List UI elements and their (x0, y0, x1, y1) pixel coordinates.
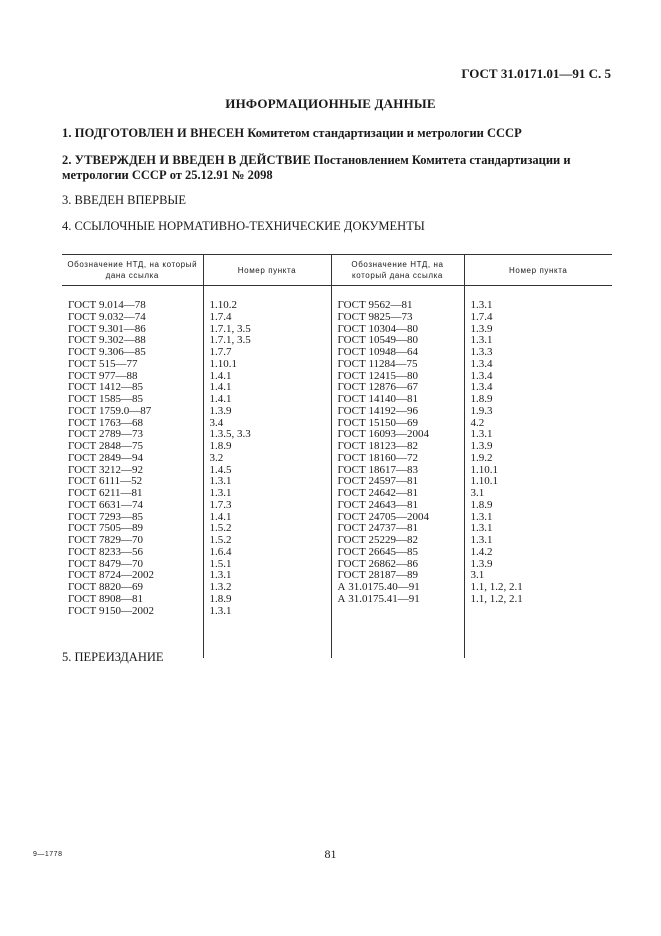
table-cell-item: 1.8.9 (209, 592, 232, 605)
table-cell-doc: ГОСТ 8479—70 (68, 557, 143, 570)
table-cell-doc: ГОСТ 1585—85 (68, 393, 143, 405)
right-item-column (464, 286, 612, 659)
document-reference: ГОСТ 31.0171.01—91 С. 5 (461, 66, 611, 81)
right-doc-column (331, 286, 464, 659)
table-cell-item: 1.3.1 (470, 299, 493, 311)
table-cell-doc: ГОСТ 7505—89 (68, 522, 143, 535)
table-cell-doc: ГОСТ 6631—74 (68, 498, 143, 511)
table-cell-doc: ГОСТ 24705—2004 (337, 510, 429, 523)
table-cell-doc: ГОСТ 1759.0—87 (68, 404, 152, 417)
table-cell-doc: ГОСТ 1412—85 (68, 381, 143, 394)
table-cell-item: 1.8.9 (470, 498, 493, 511)
table-cell-doc: ГОСТ 9825—73 (337, 310, 413, 323)
table-cell-doc: ГОСТ 6211—81 (68, 487, 143, 499)
section-5: 5. ПЕРЕИЗДАНИЕ (62, 650, 164, 664)
table-cell-doc: ГОСТ 11284—75 (337, 357, 418, 370)
section-4: 4. ССЫЛОЧНЫЕ НОРМАТИВНО-ТЕХНИЧЕСКИЕ ДОКУМЕНТЫ (62, 219, 425, 233)
table-cell-doc: ГОСТ 7293—85 (68, 510, 143, 523)
section-1-text: Комитетом стандартизации и метрологии СССР (247, 126, 522, 140)
table-cell-item: 1.3.2 (209, 581, 232, 593)
page-number: 81 (324, 847, 337, 861)
table-cell-item: 1.7.4 (470, 310, 493, 323)
table-cell-doc: ГОСТ 28187—89 (337, 569, 418, 582)
table-cell-item: 3.4 (209, 416, 224, 429)
table-cell-item: 4.2 (470, 416, 485, 429)
table-cell-doc: ГОСТ 977—88 (68, 369, 138, 382)
section-3: 3. ВВЕДЕН ВПЕРВЫЕ (62, 193, 186, 207)
table-cell-item: 1.3.3 (470, 346, 493, 358)
table-cell-item: 3.1 (470, 487, 485, 499)
table-cell-doc: ГОСТ 18617—83 (337, 463, 418, 476)
table-cell-item: 1.5.2 (209, 522, 232, 535)
header-doc-designation-right: Обозначение НТД, на который дана ссылка (331, 255, 464, 286)
table-cell-item: 1.3.1 (209, 569, 232, 582)
header-doc-designation-left: Обозначение НТД, на который дана ссылка (62, 255, 203, 286)
table-cell-item: 1.7.7 (209, 346, 232, 358)
table-cell-doc: ГОСТ 12415—80 (337, 369, 418, 382)
table-cell-item: 1.5.1 (209, 557, 232, 570)
table-cell-item: 1.9.2 (470, 451, 493, 464)
table-cell-doc: ГОСТ 9.014—78 (68, 299, 146, 311)
table-cell-doc: ГОСТ 9562—81 (337, 299, 413, 311)
table-cell-doc: ГОСТ 14140—81 (337, 393, 418, 405)
section-1-lead: 1. ПОДГОТОВЛЕН И ВНЕСЕН (62, 126, 245, 140)
table-cell-doc: ГОСТ 515—77 (68, 357, 138, 370)
table-cell-item: 1.3.4 (470, 357, 493, 370)
table-cell-doc: ГОСТ 24597—81 (337, 475, 418, 488)
table-cell-doc: ГОСТ 14192—96 (337, 404, 418, 417)
table-cell-item: 1.3.4 (470, 381, 493, 394)
table-cell-item: 1.7.1, 3.5 (209, 322, 251, 335)
header-item-number-left: Номер пункта (203, 255, 331, 286)
table-cell-doc: А 31.0175.40—91 (337, 581, 420, 593)
table-cell-doc: ГОСТ 3212—92 (68, 463, 143, 476)
table-cell-doc: ГОСТ 8233—56 (68, 545, 143, 558)
table-cell-item: 1.4.2 (470, 545, 493, 558)
table-cell-doc: А 31.0175.41—91 (337, 592, 420, 605)
print-mark: 9—1778 (33, 851, 63, 858)
table-cell-doc: ГОСТ 24643—81 (337, 498, 418, 511)
table-cell-item: 1.1, 1.2, 2.1 (470, 592, 523, 605)
table-cell-doc: ГОСТ 25229—82 (337, 534, 418, 546)
table-cell-doc: ГОСТ 2789—73 (68, 428, 143, 441)
table-cell-item: 1.3.1 (470, 522, 493, 535)
table-cell-doc: ГОСТ 18160—72 (337, 451, 418, 464)
table-cell-item: 1.3.1 (209, 604, 232, 617)
table-cell-item: 1.3.1 (209, 487, 232, 499)
table-cell-item: 1.3.1 (470, 334, 493, 347)
table-cell-doc: ГОСТ 9.301—86 (68, 322, 146, 335)
table-cell-doc: ГОСТ 10549—80 (337, 334, 418, 347)
table-cell-item: 3.2 (209, 451, 224, 464)
section-1 (62, 126, 612, 141)
table-cell-item: 1.4.1 (209, 510, 232, 523)
table-cell-item: 1.4.1 (209, 369, 232, 382)
table-cell-doc: ГОСТ 10948—64 (337, 346, 418, 358)
section-2-lead: 2. УТВЕРЖДЕН И ВВЕДЕН В ДЕЙСТВИЕ (62, 153, 311, 167)
table-cell-item: 1.10.2 (209, 299, 237, 311)
table-cell-doc: ГОСТ 9.302—88 (68, 334, 146, 347)
table-cell-item: 1.10.1 (470, 463, 498, 476)
table-cell-item: 1.8.9 (470, 393, 493, 405)
table-cell-item: 1.3.1 (209, 475, 232, 488)
section-2 (62, 153, 612, 183)
table-cell-doc: ГОСТ 26862—86 (337, 557, 418, 570)
table-cell-item: 1.3.1 (470, 534, 493, 546)
table-cell-doc: ГОСТ 9.032—74 (68, 310, 146, 323)
table-cell-doc: ГОСТ 9150—2002 (68, 604, 154, 617)
page-title: ИНФОРМАЦИОННЫЕ ДАННЫЕ (225, 96, 436, 111)
table-cell-item: 1.10.1 (470, 475, 498, 488)
table-cell-doc: ГОСТ 24642—81 (337, 487, 418, 499)
table-cell-item: 1.5.2 (209, 534, 232, 546)
header-item-number-right: Номер пункта (464, 255, 612, 286)
table-cell-doc: ГОСТ 10304—80 (337, 322, 418, 335)
table-cell-doc: ГОСТ 6111—52 (68, 475, 143, 488)
table-cell-doc: ГОСТ 15150—69 (337, 416, 418, 429)
table-cell-item: 1.3.1 (470, 428, 493, 441)
table-cell-doc: ГОСТ 26645—85 (337, 545, 418, 558)
table-cell-item: 1.3.9 (209, 404, 232, 417)
table-cell-item: 1.3.9 (470, 322, 493, 335)
table-cell-doc: ГОСТ 1763—68 (68, 416, 143, 429)
table-cell-item: 1.7.1, 3.5 (209, 334, 251, 347)
section-2-text: Постановлением Комитета стандартизации и метрологии СССР от 25.12.91 № 2098 (62, 153, 571, 182)
table-cell-item: 1.9.3 (470, 404, 493, 417)
table-cell-doc: ГОСТ 18123—82 (337, 440, 418, 452)
table-cell-item: 3.1 (470, 569, 485, 582)
table-cell-doc: ГОСТ 8820—69 (68, 581, 143, 593)
table-cell-doc: ГОСТ 24737—81 (337, 522, 418, 535)
table-cell-item: 1.8.9 (209, 440, 232, 452)
table-cell-item: 1.6.4 (209, 545, 232, 558)
table-cell-item: 1.1, 1.2, 2.1 (470, 581, 523, 593)
table-cell-doc: ГОСТ 8724—2002 (68, 569, 154, 582)
table-cell-item: 1.3.9 (470, 440, 493, 452)
table-cell-item: 1.3.5, 3.3 (209, 428, 251, 441)
table-cell-doc: ГОСТ 9.306—85 (68, 346, 146, 358)
table-cell-item: 1.4.1 (209, 381, 232, 394)
table-cell-item: 1.4.5 (209, 463, 232, 476)
table-cell-item: 1.7.4 (209, 310, 232, 323)
table-cell-doc: ГОСТ 7829—70 (68, 534, 143, 546)
table-cell-item: 1.10.1 (209, 357, 237, 370)
table-cell-doc: ГОСТ 12876—67 (337, 381, 418, 394)
table-cell-item: 1.4.1 (209, 393, 232, 405)
table-cell-doc: ГОСТ 8908—81 (68, 592, 143, 605)
table-cell-doc: ГОСТ 2848—75 (68, 440, 143, 452)
references-table (62, 254, 612, 658)
table-cell-doc: ГОСТ 2849—94 (68, 451, 143, 464)
table-cell-doc: ГОСТ 16093—2004 (337, 428, 429, 441)
table-cell-item: 1.7.3 (209, 498, 232, 511)
left-item-column (203, 286, 331, 659)
left-doc-column (62, 286, 203, 659)
table-cell-item: 1.3.1 (470, 510, 493, 523)
table-cell-item: 1.3.4 (470, 369, 493, 382)
table-cell-item: 1.3.9 (470, 557, 493, 570)
